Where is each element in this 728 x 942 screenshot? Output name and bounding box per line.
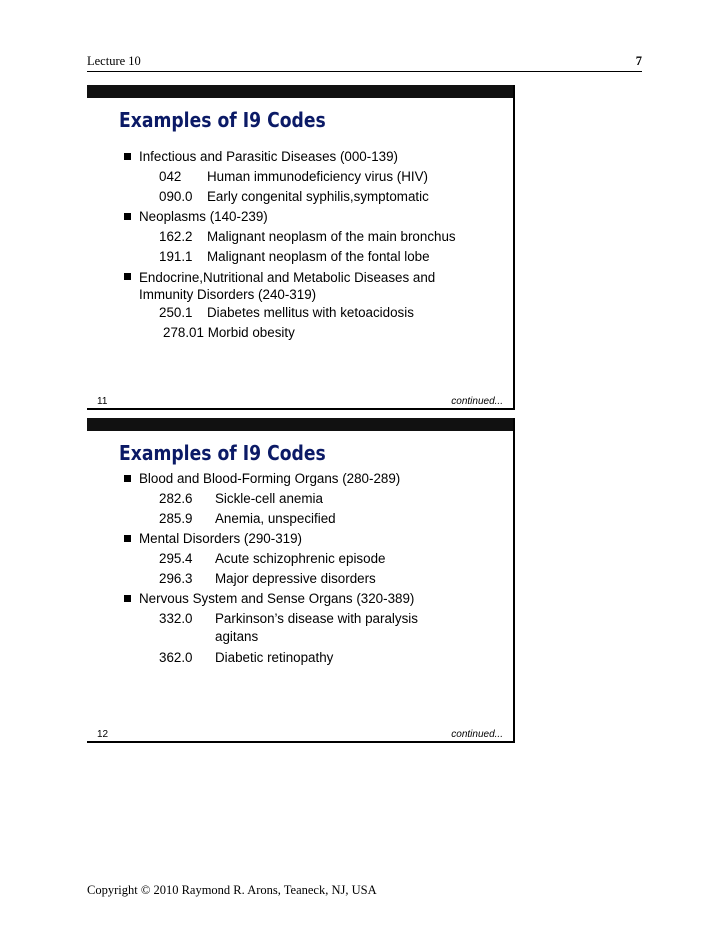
code-row: 295.4 Acute schizophrenic episode xyxy=(159,551,386,566)
slide-shadow-right xyxy=(513,418,515,743)
code-row: 090.0 Early congenital syphilis,symptomatic xyxy=(159,189,429,204)
slide-shadow-bottom xyxy=(87,741,515,743)
bullet-item: Endocrine,Nutritional and Metabolic Diseases and Immunity Disorders (240-319) xyxy=(123,269,479,303)
code-row: 250.1 Diabetes mellitus with ketoacidosis xyxy=(159,305,414,320)
code-row: 191.1 Malignant neoplasm of the fontal lobe xyxy=(159,249,430,264)
slide-shadow-bottom xyxy=(87,408,515,410)
slide-title: Examples of I9 Codes xyxy=(119,108,326,132)
continued-note: continued... xyxy=(451,396,503,407)
slide-12 xyxy=(87,418,515,743)
bullet-item: Blood and Blood-Forming Organs (280-289) xyxy=(123,469,479,489)
bullet-item: Nervous System and Sense Organs (320-389) xyxy=(123,589,479,609)
slide-top-bar xyxy=(87,85,515,98)
header-rule xyxy=(87,71,642,72)
code-row: 362.0 Diabetic retinopathy xyxy=(159,650,334,665)
code-row: 285.9 Anemia, unspecified xyxy=(159,511,336,526)
square-bullet-icon xyxy=(124,595,131,602)
square-bullet-icon xyxy=(124,153,131,160)
copyright-footer: Copyright © 2010 Raymond R. Arons, Teaneck, NJ, USA xyxy=(87,883,377,897)
code-row: 278.01 Morbid obesity xyxy=(163,325,295,340)
square-bullet-icon xyxy=(124,273,131,280)
running-header-title: Lecture 10 xyxy=(87,54,141,68)
code-row: 332.0 Parkinson’s disease with paralysis agitans xyxy=(159,611,418,644)
slide-number: 12 xyxy=(97,729,109,740)
code-row: 296.3 Major depressive disorders xyxy=(159,571,376,586)
square-bullet-icon xyxy=(124,475,131,482)
slide-title: Examples of I9 Codes xyxy=(119,441,326,465)
square-bullet-icon xyxy=(124,213,131,220)
page-number: 7 xyxy=(635,54,642,68)
slide-11 xyxy=(87,85,515,410)
continued-note: continued... xyxy=(451,729,503,740)
bullet-item: Mental Disorders (290-319) xyxy=(123,529,479,549)
slide-top-bar xyxy=(87,418,515,431)
bullet-list xyxy=(123,147,479,343)
bullet-item: Infectious and Parasitic Diseases (000-139) xyxy=(123,147,479,167)
bullet-item: Neoplasms (140-239) xyxy=(123,207,479,227)
slide-shadow-right xyxy=(513,85,515,410)
code-row: 042 Human immunodeficiency virus (HIV) xyxy=(159,169,429,184)
code-row: 282.6 Sickle-cell anemia xyxy=(159,491,323,506)
code-row: 162.2 Malignant neoplasm of the main bronchus xyxy=(159,229,456,244)
bullet-list xyxy=(123,469,479,668)
square-bullet-icon xyxy=(124,535,131,542)
slide-number: 11 xyxy=(97,396,108,407)
